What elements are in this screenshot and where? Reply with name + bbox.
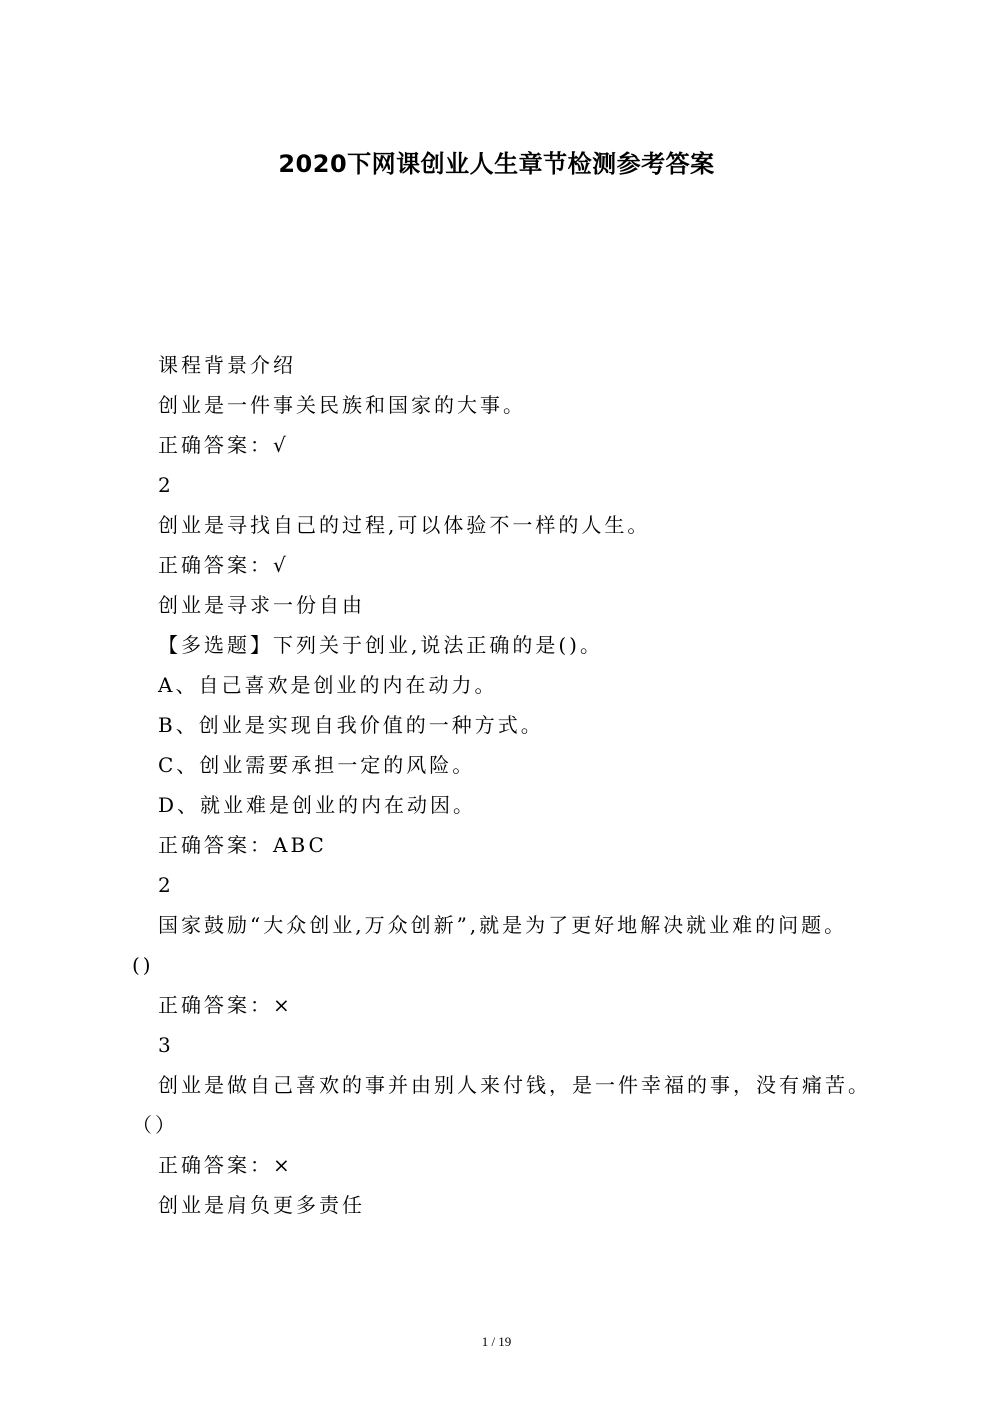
question-text: 国家鼓励“大众创业,万众创新”,就是为了更好地解决就业难的问题。 <box>158 913 848 937</box>
question-number: 2 <box>158 473 174 497</box>
page-number: 1 / 19 <box>481 1334 512 1349</box>
option-b: B、创业是实现自我价值的一种方式。 <box>158 713 544 737</box>
text-line: 创业是一件事关民族和国家的大事。 <box>158 393 526 417</box>
question-text: 创业是做自己喜欢的事并由别人来付钱，是一件幸福的事，没有痛苦。 <box>158 1073 871 1097</box>
text-line: 课程背景介绍 <box>158 353 296 377</box>
question-text: 【多选题】下列关于创业,说法正确的是()。 <box>158 633 603 657</box>
answer-line: 正确答案：× <box>158 1153 293 1177</box>
question-continuation: （） <box>132 1113 178 1137</box>
page-title: 2020下网课创业人生章节检测参考答案 <box>278 150 715 178</box>
option-d: D、就业难是创业的内在动因。 <box>158 793 477 817</box>
answer-line: 正确答案：√ <box>158 433 289 457</box>
answer-line: 正确答案：ABC <box>158 833 327 857</box>
question-number: 3 <box>158 1033 174 1057</box>
document-body <box>132 345 884 1225</box>
question-continuation: () <box>132 953 154 977</box>
option-c: C、创业需要承担一定的风险。 <box>158 753 476 777</box>
section-heading: 创业是寻求一份自由 <box>158 593 365 617</box>
option-a: A、自己喜欢是创业的内在动力。 <box>158 673 498 697</box>
answer-line: 正确答案：× <box>158 993 293 1017</box>
text-line: 创业是寻找自己的过程,可以体验不一样的人生。 <box>158 513 651 537</box>
answer-line: 正确答案：√ <box>158 553 289 577</box>
question-number: 2 <box>158 873 174 897</box>
section-heading: 创业是肩负更多责任 <box>158 1193 365 1217</box>
